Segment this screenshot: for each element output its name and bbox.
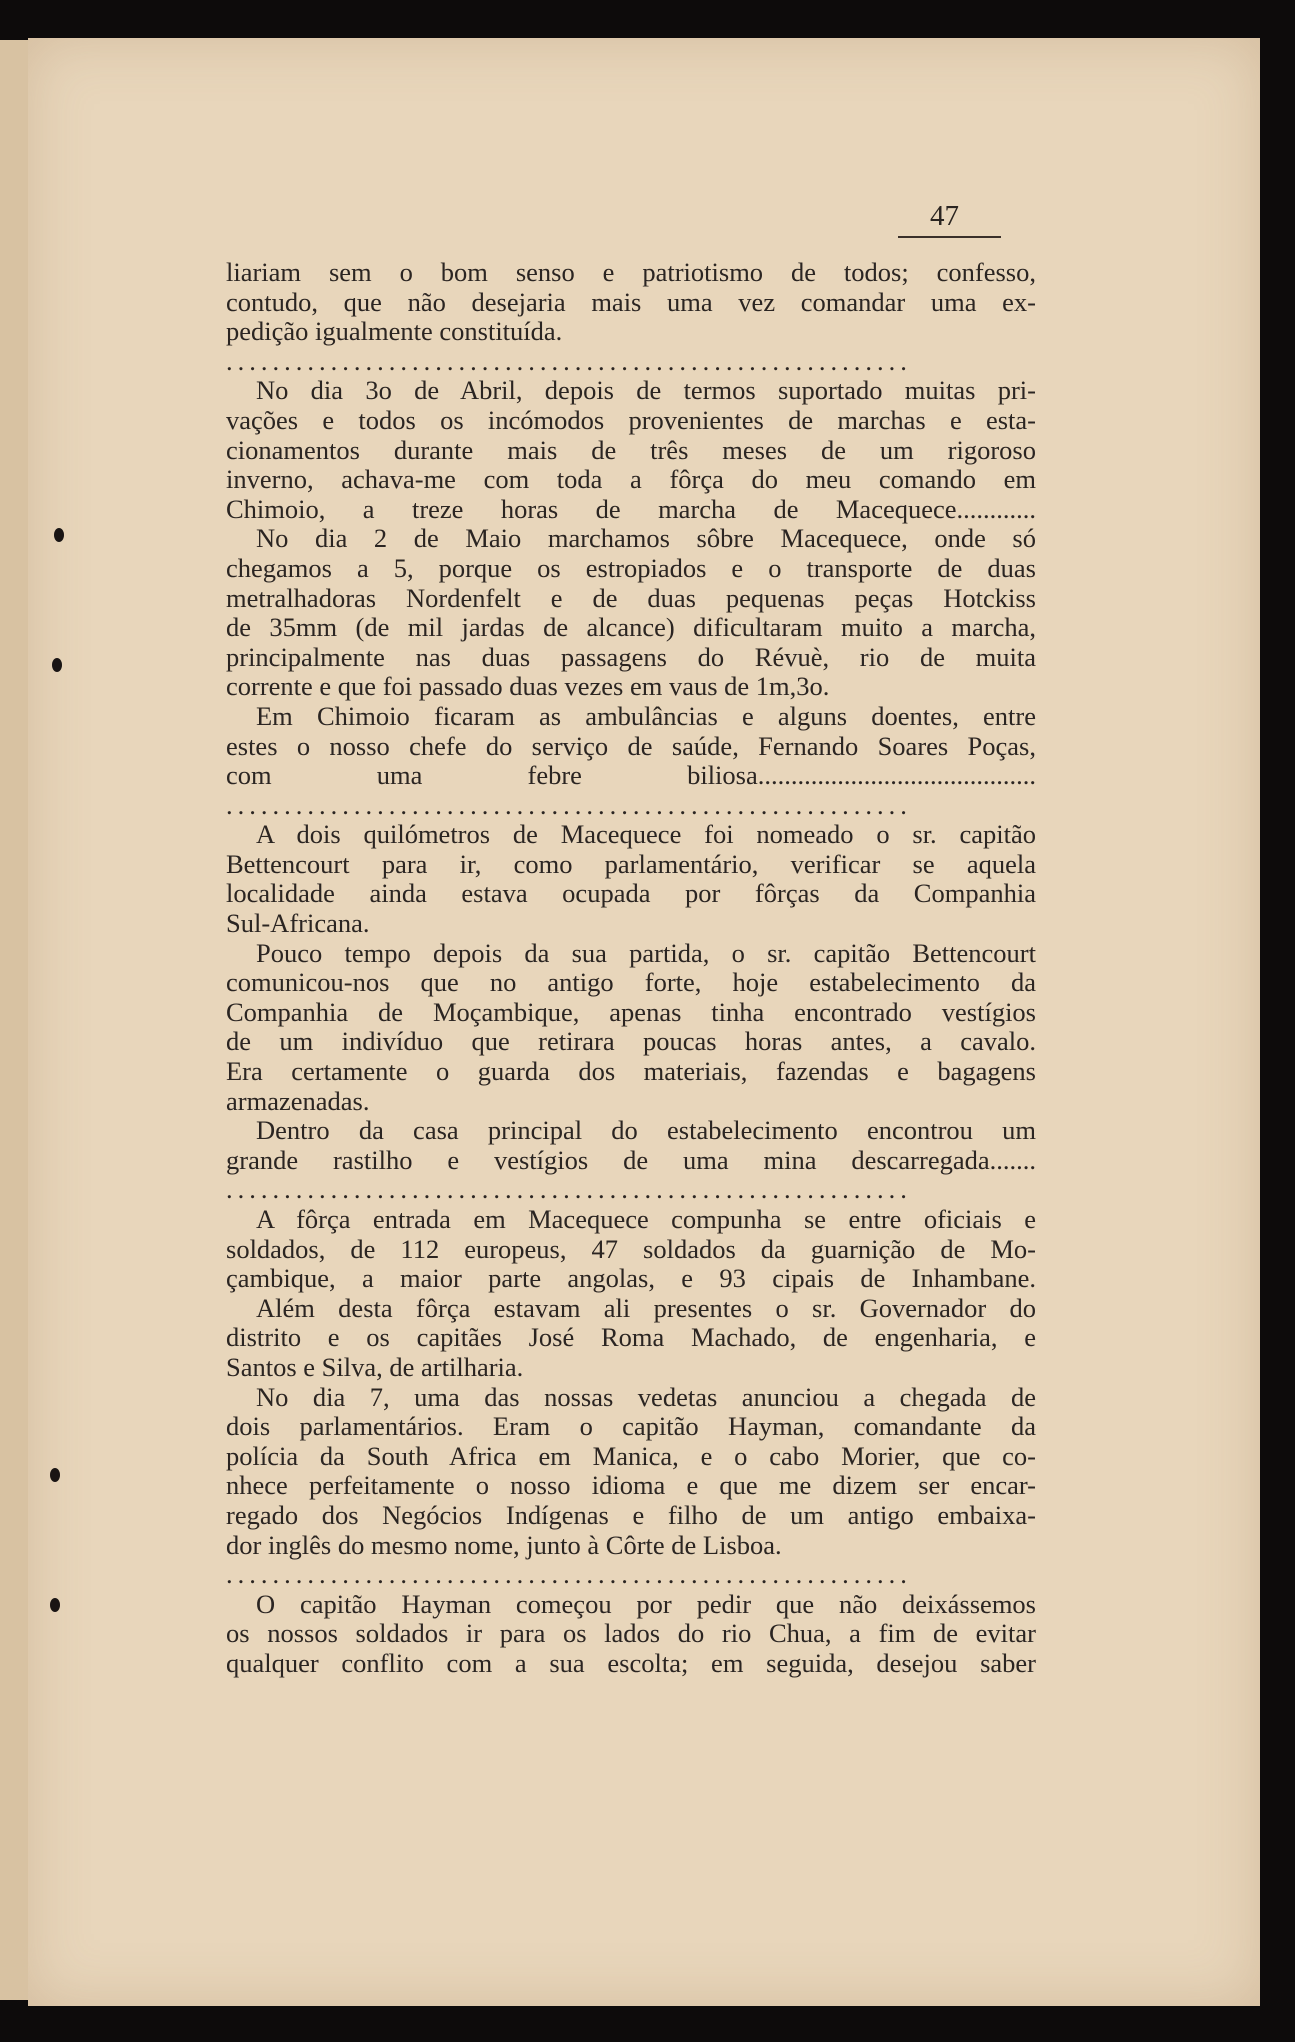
body-text xyxy=(226,258,1036,1679)
text-line: os nossos soldados ir para os lados do rio Chua, a fim de evitar xyxy=(226,1619,1036,1649)
text-line: Santos e Silva, de artilharia. xyxy=(226,1352,524,1382)
text-line: distrito e os capitães José Roma Machado, de engenharia, e xyxy=(226,1323,1036,1353)
page-number-rule xyxy=(898,236,1001,238)
text-line: metralhadoras Nordenfelt e de duas pequenas peças Hotckiss xyxy=(226,583,1036,613)
text-line: comunicou-nos que no antigo forte, hoje estabelecimento da xyxy=(226,968,1036,998)
text-line: nhece perfeitamente o nosso idioma e que me dizem ser encar- xyxy=(226,1471,1036,1501)
dotted-separator: ........................................................... xyxy=(226,1560,912,1590)
text-line: A fôrça entrada em Macequece compunha se entre oficiais e xyxy=(256,1205,1036,1234)
text-line: dor inglês do mesmo nome, junto à Côrte de Lisboa. xyxy=(226,1530,782,1560)
text-line: principalmente nas duas passagens do Révuè, rio de muita xyxy=(226,642,1036,672)
text-line: armazenadas. xyxy=(226,1086,370,1116)
text-line: estes o nosso chefe do serviço de saúde, Fernando Soares Poças, xyxy=(226,731,1036,761)
text-line: çambique, a maior parte angolas, e 93 cipais de Inhambane. xyxy=(226,1264,1036,1294)
text-line: chegamos a 5, porque os estropiados e o transporte de duas xyxy=(226,553,1036,583)
binding-hole xyxy=(50,1598,60,1612)
dotted-separator: ........................................................... xyxy=(226,1175,912,1205)
text-line: Sul-Africana. xyxy=(226,909,370,939)
text-line: liariam sem o bom senso e patriotismo de todos; confesso, xyxy=(226,258,1036,287)
text-line: com uma febre biliosa.......................................... xyxy=(226,761,1036,791)
text-line: soldados, de 112 europeus, 47 soldados da guarnição de Mo- xyxy=(226,1234,1036,1264)
text-line: grande rastilho e vestígios de uma mina descarregada....... xyxy=(226,1145,1036,1175)
text-line: Bettencourt para ir, como parlamentário, verificar se aquela xyxy=(226,849,1036,879)
dotted-separator: ........................................................... xyxy=(226,346,912,376)
text-line: corrente e que foi passado duas vezes em vaus de 1m,3o. xyxy=(226,672,830,702)
text-line: O capitão Hayman começou por pedir que não deixássemos xyxy=(256,1589,1036,1619)
text-line: A dois quilómetros de Macequece foi nomeado o sr. capitão xyxy=(256,820,1036,850)
dotted-separator: ........................................................... xyxy=(226,790,912,820)
text-line: de 35mm (de mil jardas de alcance) dificultaram muito a marcha, xyxy=(226,613,1036,643)
text-line: Em Chimoio ficaram as ambulâncias e alguns doentes, entre xyxy=(256,701,1036,731)
text-line: Pouco tempo depois da sua partida, o sr. capitão Bettencourt xyxy=(256,938,1036,968)
text-line: regado dos Negócios Indígenas e filho de um antigo embaixa- xyxy=(226,1500,1036,1530)
text-line: qualquer conflito com a sua escolta; em seguida, desejou saber xyxy=(226,1648,1036,1678)
text-line: No dia 7, uma das nossas vedetas anunciou a chegada de xyxy=(256,1382,1036,1412)
text-line: No dia 3o de Abril, depois de termos suportado muitas pri- xyxy=(256,376,1036,406)
binding-hole xyxy=(54,528,64,542)
text-line: vações e todos os incómodos provenientes de marchas e esta- xyxy=(226,405,1036,435)
text-line: No dia 2 de Maio marchamos sôbre Macequece, onde só xyxy=(256,524,1036,554)
binding-hole xyxy=(52,658,62,672)
text-line: Além desta fôrça estavam ali presentes o sr. Governador do xyxy=(256,1293,1036,1323)
text-line: Companhia de Moçambique, apenas tinha encontrado vestígios xyxy=(226,997,1036,1027)
text-line: cionamentos durante mais de três meses de um rigoroso xyxy=(226,435,1036,465)
text-line: inverno, achava-me com toda a fôrça do meu comando em xyxy=(226,465,1036,495)
text-line: Era certamente o guarda dos materiais, fazendas e bagagens xyxy=(226,1057,1036,1087)
text-line: Chimoio, a treze horas de marcha de Macequece............ xyxy=(226,494,1036,524)
text-line: de um indivíduo que retirara poucas horas antes, a cavalo. xyxy=(226,1027,1036,1057)
text-line: Dentro da casa principal do estabelecimento encontrou um xyxy=(256,1116,1036,1146)
text-line: pedição igualmente constituída. xyxy=(226,317,563,347)
text-line: localidade ainda estava ocupada por fôrças da Companhia xyxy=(226,879,1036,909)
page-number: 47 xyxy=(930,200,959,232)
text-line: contudo, que não desejaria mais uma vez comandar uma ex- xyxy=(226,287,1036,317)
binding-hole xyxy=(50,1468,60,1482)
text-line: dois parlamentários. Eram o capitão Hayman, comandante da xyxy=(226,1412,1036,1442)
text-line: polícia da South Africa em Manica, e o cabo Morier, que co- xyxy=(226,1441,1036,1471)
